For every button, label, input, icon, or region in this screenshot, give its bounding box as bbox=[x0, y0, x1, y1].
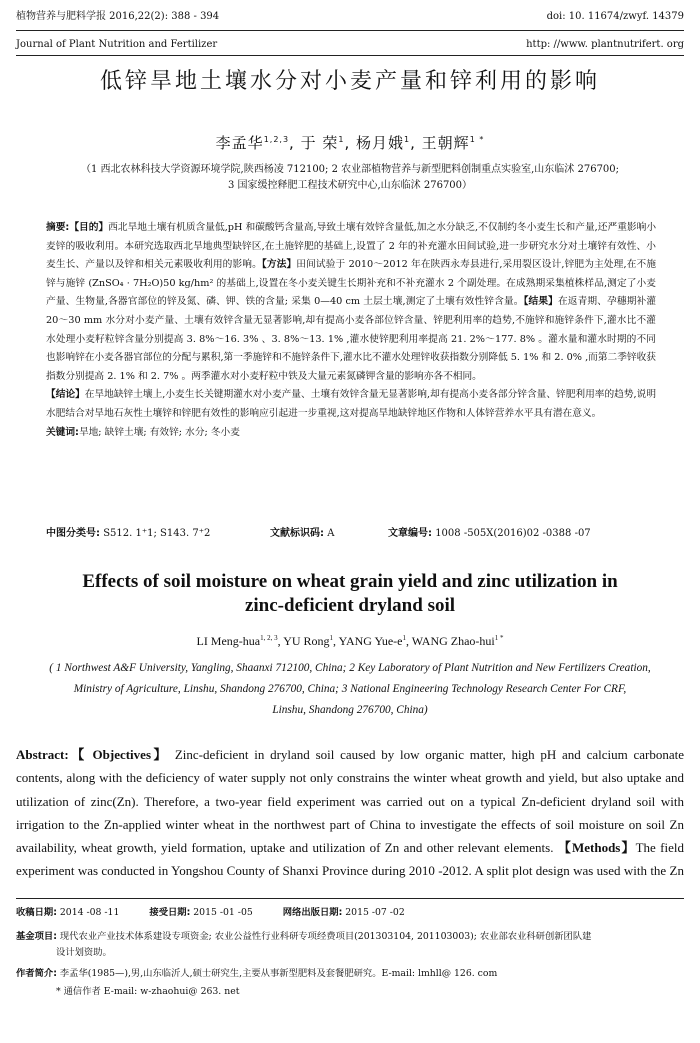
accepted-date: 2015 -01 -05 bbox=[193, 907, 253, 918]
en-author-2-sup: 1 bbox=[329, 634, 334, 642]
en-abstract bbox=[16, 743, 684, 884]
doi: doi: 10. 11674/zwyf. 14379 bbox=[546, 11, 684, 22]
cn-result-label: 【结果】 bbox=[523, 296, 558, 308]
article-no-value: 1008 -505X(2016)02 -0388 -07 bbox=[435, 528, 591, 539]
en-author-3: YANG Yue-e bbox=[338, 634, 403, 648]
received-date: 2014 -08 -11 bbox=[59, 907, 120, 918]
cn-affil-line-1: （1 西北农林科技大学资源环境学院,陕西杨凌 712100; 2 农业部植物营养与新型肥料创制重点实验室,山东临沭 276700; bbox=[80, 164, 620, 175]
cn-objective-text: 西北旱地土壤有机质含量低,pH 和碳酸钙含量高,导致土壤有效锌含量低,加之水分缺乏,不仅制约冬小麦生长和产量,还严重影响小麦锌的吸收利用。本研究选取西北旱地典型缺锌区,在土施锌肥的基础上,设置了 2 年的补充灌水田间试验,进一步研究水分对土壤锌有效性、小麦生长、产量以及锌和相关元素吸收利用的影响。 bbox=[46, 222, 657, 271]
en-abstract-label: Abstract: bbox=[16, 747, 69, 762]
en-methods-text: The field experiment was conducted in Yongshou County of Shanxi Province during 2010 -2012. A split plot design was used with the Zn bbox=[16, 840, 684, 879]
cn-abstract bbox=[46, 219, 656, 442]
cn-title: 低锌旱地土壤水分对小麦产量和锌利用的影响 bbox=[99, 69, 600, 94]
en-author-4-sup: 1 * bbox=[494, 634, 504, 642]
cn-author-4-sup: 1 * bbox=[469, 135, 485, 144]
online-label: 网络出版日期: bbox=[282, 907, 343, 918]
cn-keywords-label: 关键词: bbox=[46, 426, 79, 438]
en-title-line-1: Effects of soil moisture on wheat grain yield and zinc utilization in bbox=[82, 571, 618, 592]
fund-text-2: 设计划资助。 bbox=[56, 947, 112, 958]
cn-result-text: 在返青期、孕穗期补灌 20～30 mm 水分对小麦产量、土壤有效锌含量无显著影响,却有提高小麦各部位锌含量、锌肥利用率的趋势,不施锌和施锌条件下,灌水比不灌水处理小麦籽粒锌含量分别提高 3. 8%～16. 3% 、3. 8%～13. 1% ,灌水使锌肥利用率提高 21. 2%～177. 8% 。灌水量和灌水时期的不同也影响锌在小麦各器官部位的分配与累积,第一季施锌和不施锌条件下,灌水比不灌水处理锌收获指数分别降低 5. 1% 和 2. 0% ,而第二季锌收获指数分别提高 2. 1% 和 2. 7% 。两季灌水对小麦籽粒中铁及大量元素氮磷钾含量的影响亦各不相同。 bbox=[46, 296, 657, 382]
en-objectives-text: Zinc-deficient in dryland soil caused by low organic matter, high pH and calcium carbonate contents, along with the deficiency of water supply not only constrains the winter wheat growth and yield, but also uptake and utilization of zinc(Zn). Therefore, a two-year field experiment was carried out on a typical Zn-deficient dryland soil with irrigation to the Zn-applied winter wheat in the northwest part of China to investigate the effects of soil moisture on soil Zn availability, wheat growth, yield formation, uptake and utilization of Zn and other relevant elements. bbox=[16, 747, 684, 856]
cn-author-1: 李孟华 bbox=[215, 134, 264, 152]
clc-value: S512. 1⁺1; S143. 7⁺2 bbox=[103, 528, 211, 539]
journal-cn: 植物营养与肥料学报 2016,22(2): 388 - 394 bbox=[16, 11, 220, 22]
en-author-1: LI Meng-hua bbox=[196, 634, 261, 648]
author-bio-text: 李孟华(1985—),男,山东临沂人,硕士研究生,主要从事新型肥料及套餐肥研究。E-mail: lmhll@ 126. com bbox=[59, 968, 498, 979]
cn-method-label: 【方法】 bbox=[261, 259, 297, 271]
fund-label: 基金项目: bbox=[16, 931, 57, 942]
cn-abstract-label: 摘要: bbox=[46, 222, 70, 233]
cn-author-1-sup: 1,2,3 bbox=[263, 135, 290, 144]
footnote-fund bbox=[16, 930, 684, 944]
header-rule-1 bbox=[16, 30, 684, 31]
en-author-3-sup: 1 bbox=[402, 634, 406, 642]
en-affiliations bbox=[16, 658, 684, 721]
cn-objective-label: 【目的】 bbox=[69, 222, 109, 233]
cn-author-3-sup: 1 bbox=[404, 135, 411, 144]
fund-text-1: 现代农业产业技术体系建设专项资金; 农业公益性行业科研专项经费项目(201303104, 201103003); 农业部农业科研创新团队建 bbox=[59, 931, 592, 942]
online-date: 2015 -07 -02 bbox=[345, 907, 405, 918]
cn-keywords: 旱地; 缺锌土壤; 有效锌; 水分; 冬小麦 bbox=[78, 426, 240, 438]
cn-authors: 李孟华$^{1,2,3}$, 于 荣$^1$, 杨月娥$^1$, 王朝辉$^{1 *}$ bbox=[215, 134, 485, 152]
en-author-1-sup: 1, 2, 3 bbox=[260, 634, 278, 642]
doc-code-label: 文献标识码: bbox=[270, 528, 324, 539]
en-author-2: YU Rong bbox=[283, 634, 330, 648]
en-authors: LI Meng-hua$^{1, 2, 3}$, YU Rong$^1$, YANG Yue-$e^1$, WANG Zhao-hui$^{1 *}$ bbox=[196, 634, 504, 648]
cn-affil-line-2: 3 国家缓控释肥工程技术研究中心,山东临沭 276700） bbox=[227, 180, 473, 191]
footnote-dates bbox=[16, 906, 684, 920]
en-affil-line-2: Ministry of Agriculture, Linshu, Shandong 276700, China; 3 National Engineering Technology Research Center For CRF, bbox=[73, 683, 627, 695]
en-title bbox=[0, 570, 700, 618]
cn-author-4: 王朝辉 bbox=[421, 134, 470, 152]
clc-label: 中图分类号: bbox=[46, 528, 100, 539]
cn-conclusion-label: 【结论】 bbox=[46, 389, 85, 401]
en-objectives-label: 【 Objectives】 bbox=[68, 747, 170, 762]
en-title-line-2: zinc-deficient dryland soil bbox=[244, 595, 456, 616]
received-label: 收稿日期: bbox=[16, 907, 57, 918]
author-bio-label: 作者简介: bbox=[16, 968, 57, 979]
corresponding-author: * 通信作者 E-mail: w-zhaohui@ 263. net bbox=[56, 986, 240, 997]
en-affil-line-3: Linshu, Shandong 276700, China) bbox=[272, 704, 428, 716]
cn-affiliations bbox=[20, 162, 680, 194]
cn-method-text: 田间试验于 2010～2012 年在陕西永寿县进行,采用裂区设计,锌肥为主处理,在不施锌与施锌 (ZnSO₄ · 7H₂O)50 kg/hm² 的基础上,设置在冬小麦关键生长期补充和不补充灌水 2 个副处理。在成熟期采集植株样品,测定了小麦产量、生物量,各器官部位的锌及氮、磷、钾、铁的含量; 采集 0—40 cm 土层土壤,测定了土壤有效性锌含量。 bbox=[46, 259, 657, 308]
journal-url[interactable]: http: //www. plantnutrifert. org bbox=[526, 39, 684, 50]
header-rule-2 bbox=[16, 55, 684, 56]
cn-author-2: 于 荣 bbox=[300, 134, 339, 152]
cn-author-2-sup: 1 bbox=[338, 135, 345, 144]
en-methods-label: 【Methods】 bbox=[557, 840, 636, 856]
accepted-label: 接受日期: bbox=[149, 907, 191, 918]
article-no-label: 文章编号: bbox=[388, 528, 432, 539]
cn-author-3: 杨月娥 bbox=[356, 134, 405, 152]
en-affil-line-1: ( 1 Northwest A&F University, Yangling, Shaanxi 712100, China; 2 Key Laboratory of Plant Nutrition and New Fertilizers Creation, bbox=[49, 662, 651, 674]
doc-code-value: A bbox=[327, 528, 335, 539]
en-author-4: WANG Zhao-hui bbox=[411, 634, 495, 648]
journal-en: Journal of Plant Nutrition and Fertilizer bbox=[16, 39, 218, 50]
footnote-rule bbox=[16, 898, 684, 899]
footnote-author bbox=[16, 967, 684, 981]
cn-conclusion-text: 在旱地缺锌土壤上,小麦生长关键期灌水对小麦产量、土壤有效锌含量无显著影响,却有提高小麦各部分锌含量、锌肥利用率的趋势,说明水肥结合对旱地石灰性土壤锌和锌肥有效性的影响应引起进一步重视,这对提高旱地缺锌地区作物和人体锌营养水平具有潜在意义。 bbox=[46, 389, 657, 419]
